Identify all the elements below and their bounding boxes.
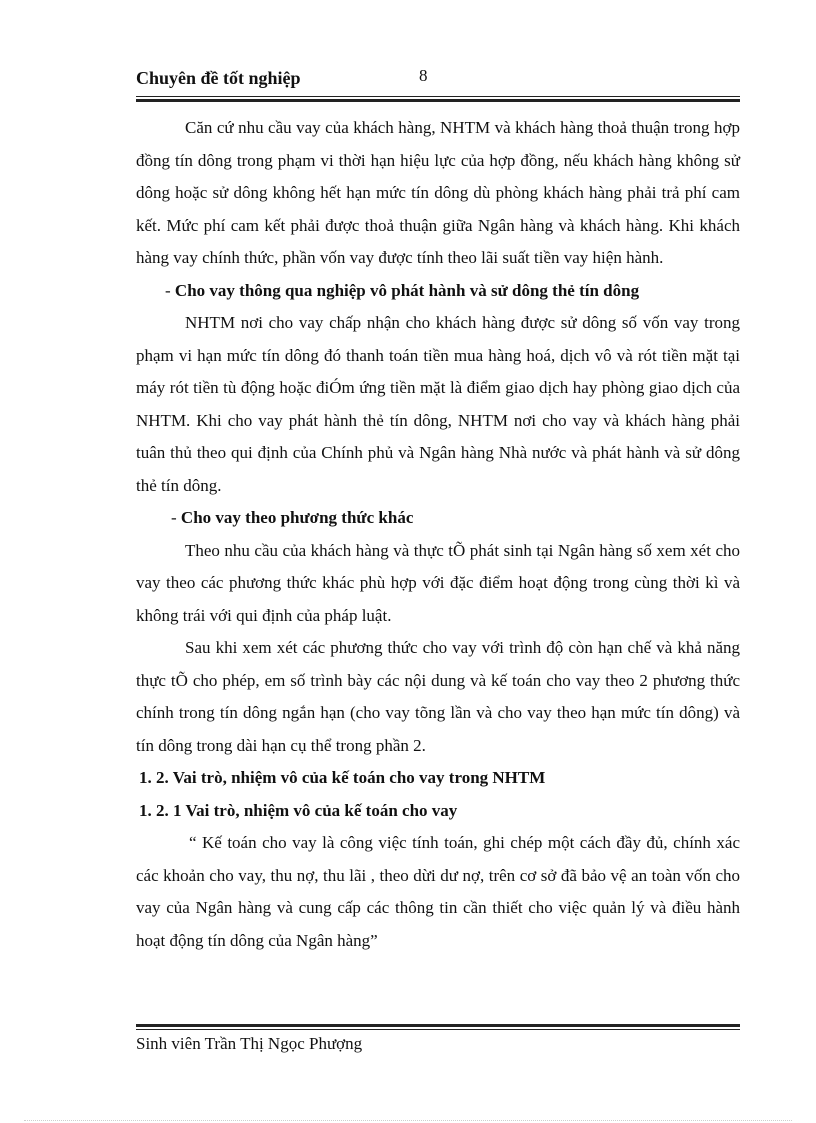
footer-rule [136, 1029, 740, 1030]
paragraph-definition-quote: “ Kế toán cho vay là công việc tính toán, ghi chép một cách đầy đủ, chính xác các khoản cho vay, thu nợ, thu lãi , theo dừi dư nợ, trên cơ sở đã bảo vệ an toàn vốn cho vay của Ngân hàng và cung cấp các thông tin cần thiết cho việc quản lý và điều hành hoạt động tín dông của Ngân hàng” [136, 833, 740, 950]
section-heading-1-2: 1. 2. Vai trò, nhiệm vô của kế toán cho vay trong NHTM [139, 768, 546, 787]
header-title: Chuyên đề tốt nghiệp [136, 68, 301, 88]
list-dash: - [171, 508, 181, 527]
heading-text: Cho vay thông qua nghiệp vô phát hành và sử dông thẻ tín dông [174, 280, 640, 300]
heading-other-methods [136, 502, 740, 535]
paragraph-scope: Sau khi xem xét các phương thức cho vay với trình độ còn hạn chế và khả năng thực tÕ cho phép, em số trình bày các nội dung và kế toán cho vay theo 2 phương thức chính trong tín dông ngắn hạn (cho vay tõng lần và cho vay theo hạn mức tín dông) và tín dông trong dài hạn cụ thể trong phần 2. [136, 638, 740, 755]
paragraph-other-methods: Theo nhu cầu của khách hàng và thực tÕ phát sinh tại Ngân hàng số xem xét cho vay theo các phương thức khác phù hợp với đặc điểm hoạt động trong cùng thời kì và không trái với qui định của pháp luật. [136, 540, 740, 625]
heading-credit-card-lending [136, 275, 740, 308]
header-rule-thick [136, 99, 740, 102]
heading-text: Cho vay theo phương thức khác [180, 508, 414, 527]
page-header [136, 66, 740, 106]
footer-author: Sinh viên Trần Thị Ngọc Phượng [136, 1034, 363, 1053]
header-rule [136, 96, 740, 97]
paragraph-credit-card: NHTM nơi cho vay chấp nhận cho khách hàng được sử dông số vốn vay trong phạm vi hạn mức tín dông đó thanh toán tiền mua hàng hoá, dịch vô và rót tiền mặt tại máy rót tiền tù động hoặc điÓm ứng tiền mặt là điểm giao dịch hay phòng giao dịch của NHTM. Khi cho vay phát hành thẻ tín dông, NHTM nơi cho vay và khách hàng phải tuân thủ theo qui định của Chính phủ và Ngân hàng Nhà nước và phát hành và sử dông thẻ tín dông. [136, 313, 740, 495]
page-footer [136, 1024, 740, 1064]
paragraph-commitment-fee: Căn cứ nhu cầu vay của khách hàng, NHTM và khách hàng thoả thuận trong hợp đồng tín dông trong phạm vi thời hạn hiệu lực của hợp đồng, nếu khách hàng không sử dông hoặc sử dông không hết hạn mức tín dông dù phòng khách hàng phải trả phí cam kết. Mức phí cam kết phải được thoả thuận giữa Ngân hàng và khách hàng. Khi khách hàng vay chính thức, phần vốn vay được tính theo lãi suất tiền vay hiện hành. [136, 118, 740, 267]
page-number: 8 [419, 66, 428, 85]
section-heading-1-2-1: 1. 2. 1 Vai trò, nhiệm vô của kế toán cho vay [139, 800, 458, 820]
page-boundary [24, 1120, 792, 1121]
list-dash: - [165, 280, 175, 300]
footer-rule-thick [136, 1024, 740, 1027]
page-body [136, 112, 740, 957]
